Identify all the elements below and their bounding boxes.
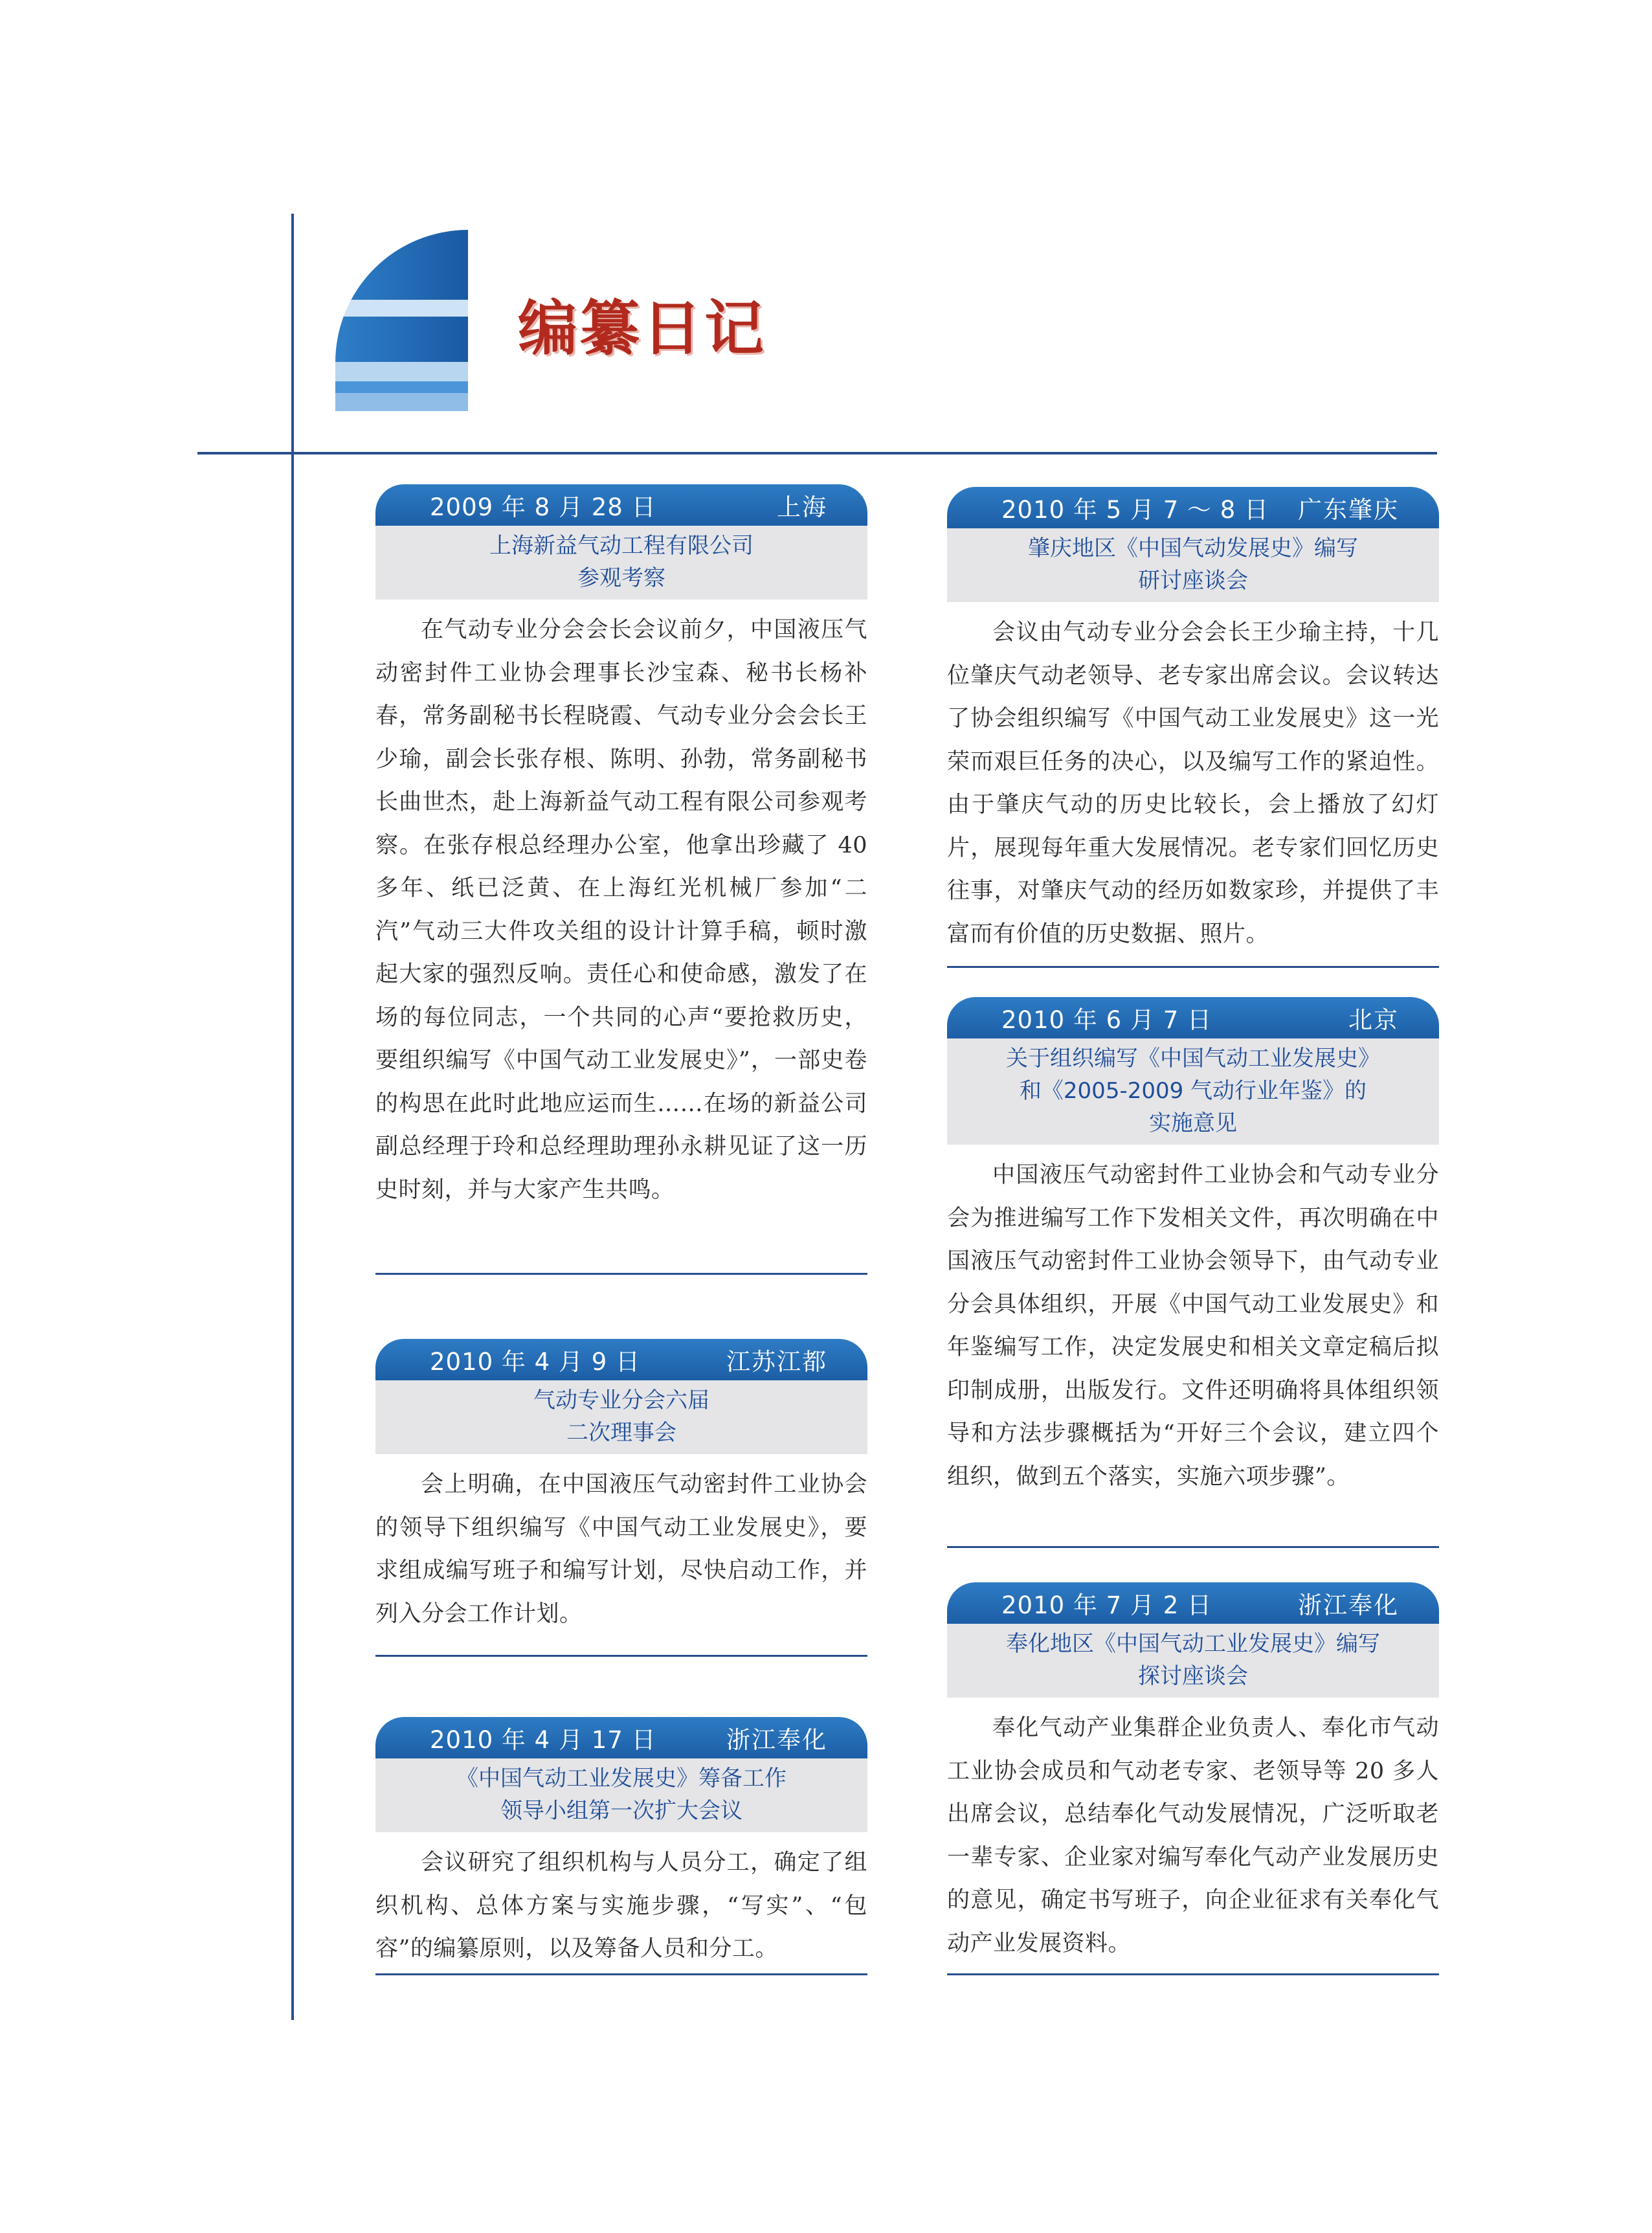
- entry-title-line: 气动专业分会六届: [533, 1387, 709, 1413]
- entry-header: [375, 1717, 867, 1758]
- entry-header: [947, 487, 1439, 528]
- entry-title-line: 探讨座谈会: [1138, 1663, 1248, 1689]
- entry-place: 江苏江都: [726, 1348, 827, 1376]
- entry-header: [375, 1339, 867, 1380]
- entry-title-line: 和《2005-2009 气动行业年鉴》的: [1019, 1078, 1367, 1104]
- entry-title-line: 实施意见: [1149, 1110, 1237, 1136]
- page-title: 编纂日记: [518, 294, 767, 363]
- entry-date: 2010 年 7 月 2 日: [1001, 1591, 1212, 1619]
- entry-divider: [375, 1973, 867, 1975]
- diary-entry: [947, 487, 1439, 956]
- entry-body: 会议由气动专业分会会长王少瑜主持，十几位肇庆气动老领导、老专家出席会议。会议转达了协会组织编写《中国气动工业发展史》这一光荣而艰巨任务的决心，以及编写工作的紧迫性。由于肇庆气动的历史比较长，会上播放了幻灯片，展现每年重大发展情况。老专家们回忆历史往事，对肇庆气动的经历如数家珍，并提供了丰富而有价值的历史数据、照片。: [947, 620, 1439, 947]
- entry-divider: [375, 1273, 867, 1275]
- diary-entry: [375, 484, 867, 1211]
- entry-body: 中国液压气动密封件工业协会和气动专业分会为推进编写工作下发相关文件，再次明确在中国液压气动密封件工业协会领导下，由气动专业分会具体组织，开展《中国气动工业发展史》和年鉴编写工作，决定发展史和相关文章定稿后拟印制成册，出版发行。文件还明确将具体组织领导和方法步骤概括为“开好三个会议，建立四个组织，做到五个落实，实施六项步骤”。: [947, 1162, 1439, 1490]
- diary-entry: [947, 997, 1439, 1498]
- entry-title: [375, 526, 867, 600]
- entry-divider: [375, 1655, 867, 1657]
- entry-header: [947, 997, 1439, 1038]
- diary-entry: [375, 1339, 867, 1635]
- entry-title-line: 关于组织编写《中国气动工业发展史》: [1006, 1046, 1380, 1072]
- entry-place: 浙江奉化: [1298, 1591, 1399, 1619]
- section-logo-icon: [335, 230, 468, 411]
- entry-title-line: 上海新益气动工程有限公司: [489, 533, 753, 559]
- entry-title: [375, 1758, 867, 1832]
- entry-title: [947, 528, 1439, 602]
- entry-date: 2010 年 4 月 9 日: [430, 1348, 641, 1376]
- entry-date: 2009 年 8 月 28 日: [430, 493, 656, 521]
- entry-date: 2010 年 5 月 7 ～ 8 日: [1001, 496, 1269, 524]
- entry-place: 北京: [1348, 1006, 1399, 1034]
- entry-title-line: 参观考察: [577, 565, 665, 591]
- entry-title-line: 《中国气动工业发展史》筹备工作: [456, 1766, 787, 1791]
- entry-date: 2010 年 4 月 17 日: [430, 1726, 656, 1754]
- entry-body: 在气动专业分会会长会议前夕，中国液压气动密封件工业协会理事长沙宝森、秘书长杨补春，常务副秘书长程晓霞、气动专业分会会长王少瑜，副会长张存根、陈明、孙勃，常务副秘书长曲世杰，赴上海新益气动工程有限公司参观考察。在张存根总经理办公室，他拿出珍藏了 40 多年、纸已泛黄、在上海红光机械厂参加“二汽”气动三大件攻关组的设计计算手稿，顿时激起大家的强烈反响。责任心和使命感，激发了在场的每位同志，一个共同的心声“要抢救历史，要组织编写《中国气动工业发展史》”，一部史卷的构思在此时此地应运而生……在场的新益公司副总经理于玲和总经理助理孙永耕见证了这一历史时刻，并与大家产生共鸣。: [375, 617, 867, 1203]
- entry-title-line: 领导小组第一次扩大会议: [500, 1798, 742, 1824]
- entry-divider: [947, 966, 1439, 968]
- entry-place: 浙江奉化: [726, 1726, 827, 1754]
- entry-title-line: 肇庆地区《中国气动发展史》编写: [1028, 535, 1358, 561]
- entry-header: [947, 1582, 1439, 1624]
- entry-title-line: 二次理事会: [566, 1420, 676, 1446]
- entry-title: [375, 1380, 867, 1454]
- entry-title-line: 奉化地区《中国气动工业发展史》编写: [1006, 1631, 1380, 1657]
- entry-title: [947, 1038, 1439, 1145]
- diary-entry: [375, 1717, 867, 1971]
- entry-body: 奉化气动产业集群企业负责人、奉化市气动工业协会成员和气动老专家、老领导等 20 多人出席会议，总结奉化气动发展情况，广泛听取老一辈专家、企业家对编写奉化气动产业发展历史的意见，确定书写班子，向企业征求有关奉化气动产业发展资料。: [947, 1715, 1439, 1957]
- diary-entry: [947, 1582, 1439, 1965]
- horizontal-rule: [197, 452, 1437, 454]
- entry-divider: [947, 1973, 1439, 1975]
- entry-place: 广东肇庆: [1298, 496, 1399, 524]
- entry-date: 2010 年 6 月 7 日: [1001, 1006, 1212, 1034]
- entry-body: 会上明确，在中国液压气动密封件工业协会的领导下组织编写《中国气动工业发展史》，要求组成编写班子和编写计划，尽快启动工作，并列入分会工作计划。: [375, 1472, 867, 1627]
- entry-divider: [947, 1546, 1439, 1548]
- entry-title-line: 研讨座谈会: [1138, 568, 1248, 594]
- entry-header: [375, 484, 867, 526]
- entry-place: 上海: [777, 493, 827, 521]
- vertical-rule: [291, 214, 294, 2020]
- entry-body: 会议研究了组织机构与人员分工，确定了组织机构、总体方案与实施步骤，“写实”、“包容”的编纂原则，以及筹备人员和分工。: [375, 1850, 867, 1962]
- entry-title: [947, 1624, 1439, 1698]
